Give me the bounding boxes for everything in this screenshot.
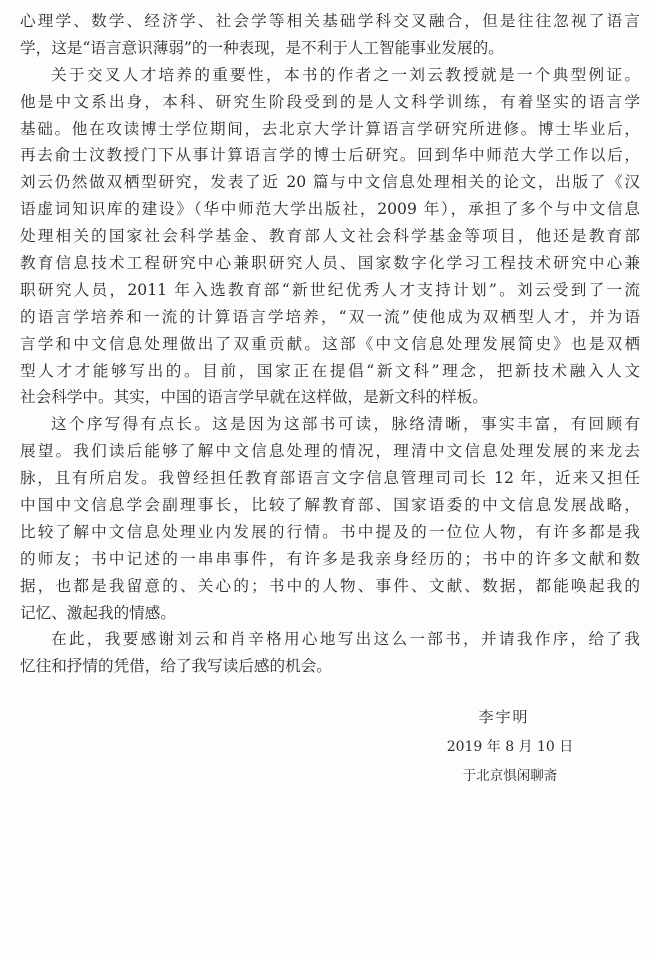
text-line: 型人才才能够写出的。目前，国家正在提倡“新文科”理念，把新技术融入人文 <box>20 361 640 380</box>
text-line: 再去俞士汶教授门下从事计算语言学的博士后研究。回到华中师范大学工作以后， <box>20 146 640 165</box>
text-line: 他是中文系出身，本科、研究生阶段受到的是人文科学训练，有着坚实的语言学 <box>20 92 640 111</box>
text-line: 学，这是“语言意识薄弱”的一种表现，是不利于人工智能事业发展的。 <box>20 38 504 57</box>
paragraph <box>20 62 640 412</box>
text-line: 心理学、数学、经济学、社会学等相关基础学科交叉融合，但是往往忽视了语言 <box>20 12 640 30</box>
text-line: 刘云仍然做双栖型研究，发表了近 20 篇与中文信息处理相关的论文，出版了《汉 <box>20 173 640 192</box>
text-line: 职研究人员，2011 年入选教育部“新世纪优秀人才支持计划”。刘云受到了一流 <box>20 280 640 299</box>
text-line: 据，也都是我留意的、关心的；书中的人物、事件、文献、数据，都能唤起我的 <box>20 576 640 595</box>
text-line: 中国中文信息学会副理事长，比较了解教育部、国家语委的中文信息发展战略， <box>20 496 640 515</box>
text-line: 言学和中文信息处理做出了双重贡献。这部《中文信息处理发展简史》也是双栖 <box>20 334 640 353</box>
signature-date: 2019 年 8 月 10 日 <box>446 739 574 755</box>
text-line: 社会科学中。其实，中国的语言学早就在这样做，是新文科的样板。 <box>20 388 488 407</box>
text-line: 展望。我们读后能够了解中文信息处理的情况，理清中文信息处理发展的来龙去 <box>20 442 640 461</box>
text-line: 记忆、激起我的情感。 <box>20 603 176 622</box>
text-line: 语虚词知识库的建设》（华中师范大学出版社，2009 年），承担了多个与中文信息 <box>20 200 640 219</box>
text-line: 基础。他在攻读博士学位期间，去北京大学计算语言学研究所进修。博士毕业后， <box>20 119 640 138</box>
paragraph <box>20 626 640 680</box>
text-line: 脉，且有所启发。我曾经担任教育部语言文字信息管理司司长 12 年，近来又担任 <box>20 469 640 488</box>
text-line: 在此，我要感谢刘云和肖辛格用心地写出这么一部书，并请我作序，给了我 <box>51 630 640 649</box>
text-line: 这个序写得有点长。这是因为这部书可读，脉络清晰，事实丰富，有回顾有 <box>51 415 640 434</box>
text-line: 的语言学培养和一流的计算语言学培养，“双一流”使他成为双栖型人才，并为语 <box>20 307 640 326</box>
text-line: 关于交叉人才培养的重要性，本书的作者之一刘云教授就是一个典型例证。 <box>51 65 640 84</box>
text-line: 比较了解中文信息处理业内发展的行情。书中提及的一位位人物，有许多都是我 <box>20 522 640 541</box>
text-line: 处理相关的国家社会科学基金、教育部人文社会科学基金等项目，他还是教育部 <box>20 227 640 246</box>
signature-place: 于北京惧闲聊斋 <box>462 768 558 784</box>
text-line: 的师友；书中记述的一串串事件，有许多是我亲身经历的；书中的许多文献和数 <box>20 549 640 568</box>
author-signature: 李宇明 <box>478 708 530 726</box>
paragraph <box>20 8 640 62</box>
paragraph <box>20 411 640 626</box>
text-line: 忆往和抒情的凭借，给了我写读后感的机会。 <box>20 657 332 676</box>
preface-body <box>20 8 640 680</box>
text-line: 教育信息技术工程研究中心兼职研究人员、国家数字化学习工程技术研究中心兼 <box>20 254 640 273</box>
